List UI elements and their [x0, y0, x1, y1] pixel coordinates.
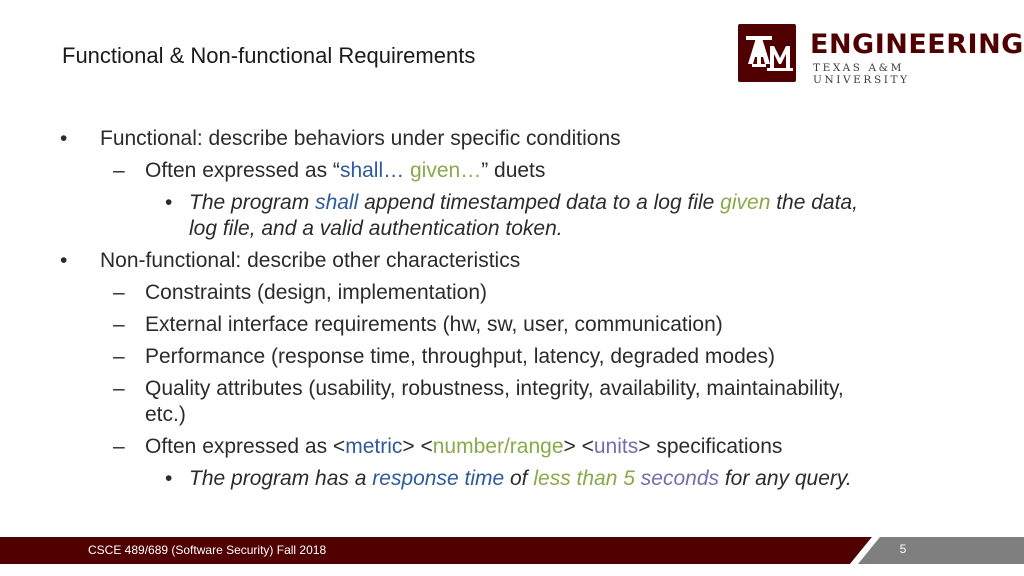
given-keyword: given	[720, 191, 771, 214]
logo-university-text: TEXAS A&M UNIVERSITY	[813, 62, 910, 86]
example-text: The program shall append timestamped data to a log file given the data,	[189, 191, 858, 214]
sub-bullet-text: External interface requirements (hw, sw, user, communication)	[145, 313, 723, 336]
logo-engineering-text: ENGINEERING	[810, 29, 1024, 60]
bullet-dot: •	[60, 249, 68, 272]
number-keyword: number/range	[432, 435, 564, 458]
metric-keyword: metric	[345, 435, 403, 458]
units-keyword: seconds	[640, 467, 719, 490]
sub-bullet-dash: –	[113, 435, 125, 458]
sub-bullet-text: etc.)	[145, 403, 186, 426]
metric-keyword: response time	[372, 467, 505, 490]
example-text: The program has a response time of less than 5 seconds for any query.	[189, 467, 852, 490]
slide-title: Functional & Non-functional Requirements	[62, 43, 476, 68]
page-number: 5	[899, 542, 907, 556]
sub-bullet-dash: –	[113, 345, 125, 368]
shall-keyword: shall	[315, 191, 359, 214]
sub-bullet-text: Performance (response time, throughput, latency, degraded modes)	[145, 345, 775, 368]
number-keyword: less than 5	[533, 467, 635, 490]
bullet-text: Non-functional: describe other characteristics	[100, 249, 521, 272]
sub-sub-bullet-dot: •	[165, 191, 173, 214]
sub-bullet-text: Often expressed as <metric> <number/range> <units> specifications	[145, 435, 783, 458]
bullet-text: Functional: describe behaviors under specific conditions	[100, 127, 621, 150]
sub-bullet-dash: –	[113, 159, 125, 182]
sub-bullet-text: Constraints (design, implementation)	[145, 281, 487, 304]
bullet-dot: •	[60, 127, 68, 150]
example-text: log file, and a valid authentication token.	[189, 217, 563, 240]
footer-course-text: CSCE 489/689 (Software Security) Fall 2018	[88, 543, 327, 557]
given-keyword: given…	[409, 159, 482, 182]
units-keyword: units	[593, 435, 639, 458]
sub-bullet-text: Often expressed as “shall… given…” duets	[145, 159, 546, 182]
sub-bullet-text: Quality attributes (usability, robustness, integrity, availability, maintainability,	[145, 377, 844, 400]
sub-sub-bullet-dot: •	[165, 467, 173, 490]
sub-bullet-dash: –	[113, 313, 125, 336]
sub-bullet-dash: –	[113, 377, 125, 400]
footer-bar	[0, 537, 1024, 564]
shall-keyword: shall…	[339, 159, 405, 182]
sub-bullet-dash: –	[113, 281, 125, 304]
